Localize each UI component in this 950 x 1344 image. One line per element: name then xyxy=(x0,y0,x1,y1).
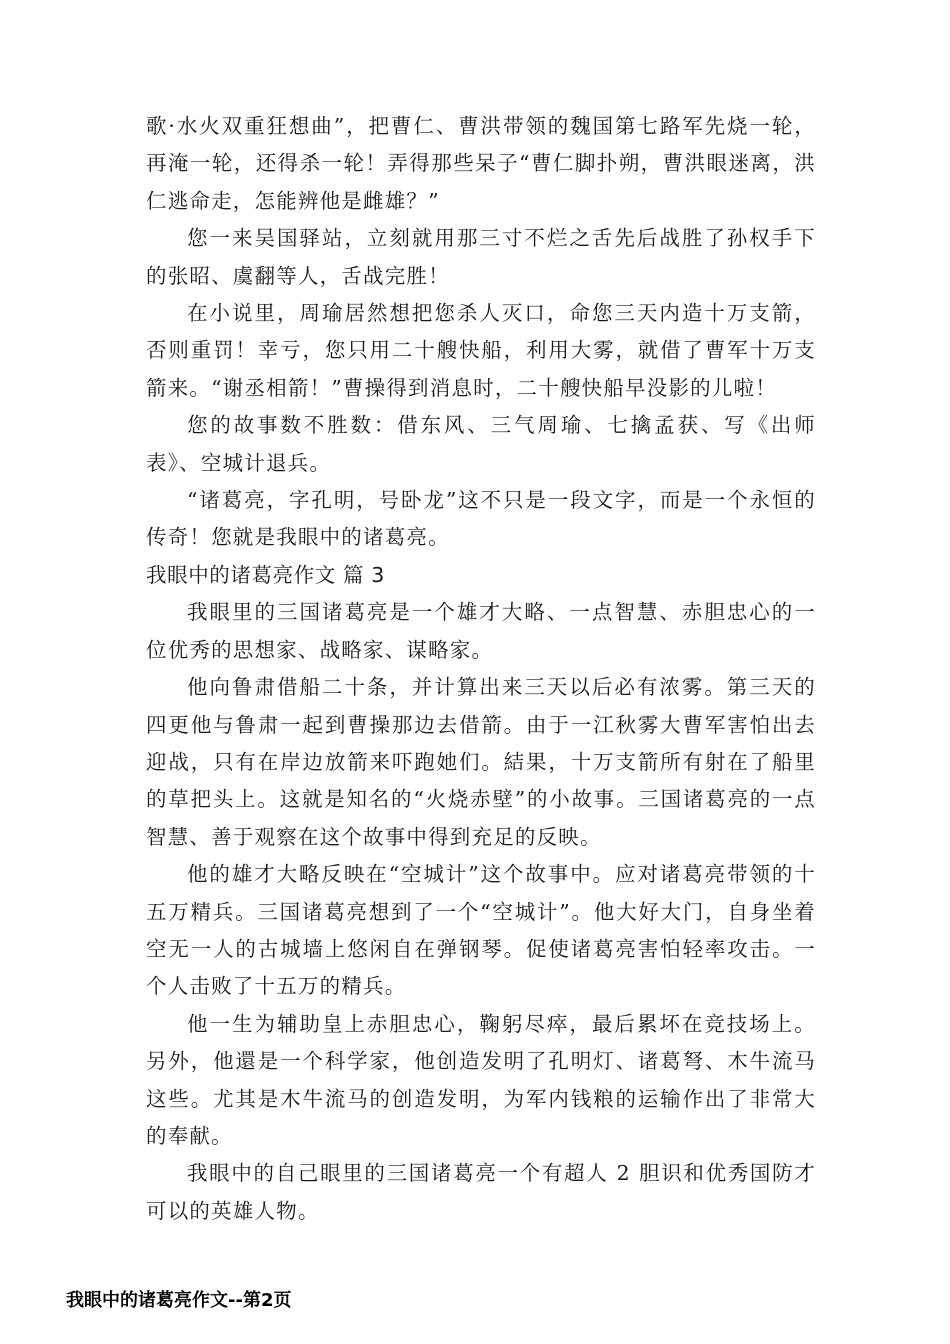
paragraph-3: 在小说里，周瑜居然想把您杀人灭口，命您三天内造十万支箭，否则重罚！幸亏，您只用二十艘快船，利用大雾，就借了曹军十万支箭来。“谢丞相箭！”曹操得到消息时，二十艘快船早没影的儿啦！ xyxy=(146,301,816,400)
page-footer: 我眼中的诸葛亮作文--第2页 xyxy=(66,1290,292,1311)
section-paragraph-2: 他向鲁肃借船二十条，并计算出来三天以后必有浓雾。第三天的四更他与鲁肃一起到曹操那边去借箭。由于一江秋雾大曹军害怕出去迎战，只有在岸边放箭来吓跑她们。結果，十万支箭所有射在了船里的草把头上。这就是知名的“火烧赤壁”的小故事。三国诸葛亮的一点智慧、善于观察在这个故事中得到充足的反映。 xyxy=(146,675,816,849)
paragraph-4: 您的故事数不胜数：借东风、三气周瑜、七擒孟获、写《出师表》、空城计退兵。 xyxy=(146,413,816,475)
section-paragraph-3: 他的雄才大略反映在“空城计”这个故事中。应对诸葛亮带领的十五万精兵。三国诸葛亮想到了一个“空城计”。他大好大门，自身坐着空无一人的古城墙上悠闲自在弹钢琴。促使诸葛亮害怕轻率攻击。一个人击败了十五万的精兵。 xyxy=(146,862,816,999)
paragraph-1: 歌·水火双重狂想曲”，把曹仁、曹洪带领的魏国第七路军先烧一轮，再淹一轮，还得杀一轮！弄得那些呆子“曹仁脚扑朔，曹洪眼迷离，洪仁逃命走，怎能辨他是雌雄？” xyxy=(146,114,816,213)
section-paragraph-5: 我眼中的自己眼里的三国诸葛亮一个有超人 2 胆识和优秀国防才可以的英雄人物。 xyxy=(146,1161,816,1223)
section-title: 我眼中的诸葛亮作文 篇 3 xyxy=(146,562,385,587)
paragraph-5: “诸葛亮，字孔明，号卧龙”这不只是一段文字，而是一个永恒的传奇！您就是我眼中的诸葛亮。 xyxy=(146,488,816,550)
paragraph-2: 您一来吴国驿站，立刻就用那三寸不烂之舌先后战胜了孙权手下的张昭、虞翻等人，舌战完胜！ xyxy=(146,226,816,288)
section-paragraph-1: 我眼里的三国诸葛亮是一个雄才大略、一点智慧、赤胆忠心的一位优秀的思想家、战略家、谋略家。 xyxy=(146,600,816,662)
section-paragraph-4: 他一生为辅助皇上赤胆忠心，鞠躬尽瘁，最后累坏在竞技场上。另外，他還是一个科学家，他创造发明了孔明灯、诸葛弩、木牛流马这些。尤其是木牛流马的创造发明，为军内钱粮的运输作出了非常大的奉献。 xyxy=(146,1011,816,1148)
document-body xyxy=(146,108,816,1230)
